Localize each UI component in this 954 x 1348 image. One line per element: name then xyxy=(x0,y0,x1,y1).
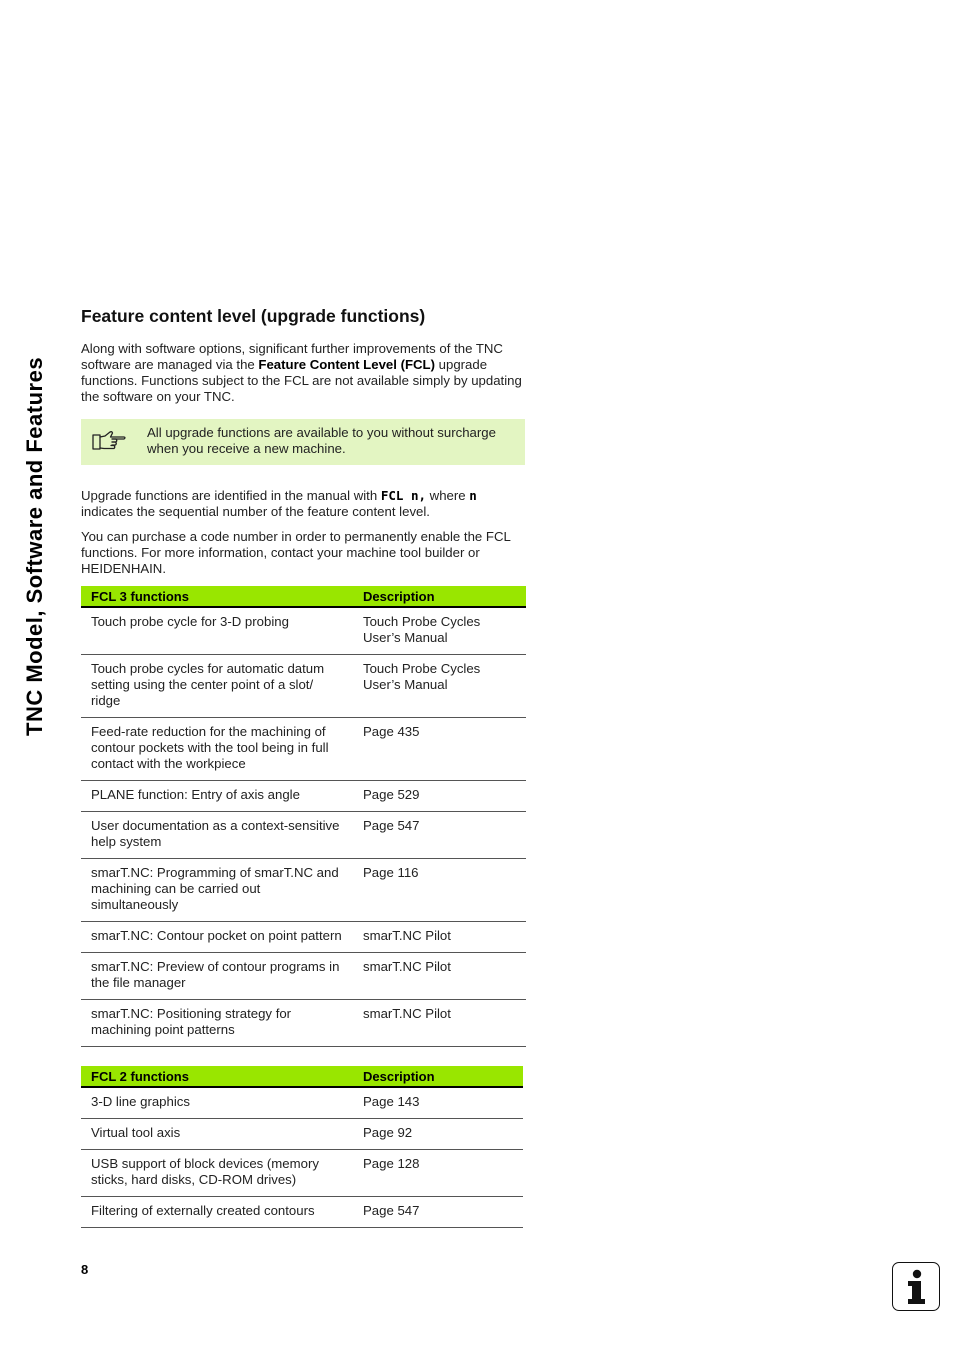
side-chapter-title-text: TNC Model, Software and Features xyxy=(22,356,47,736)
function-cell: Virtual tool axis xyxy=(81,1119,353,1150)
description-cell: Page 116 xyxy=(353,859,526,922)
description-cell: Touch Probe Cycles User’s Manual xyxy=(353,655,526,718)
table-row xyxy=(81,781,526,812)
section-heading: Feature content level (upgrade functions) xyxy=(81,306,426,326)
function-cell: smarT.NC: Preview of contour programs in the file manager xyxy=(81,953,353,1000)
pointing-hand-icon xyxy=(91,425,135,458)
fcl2-table xyxy=(81,1066,523,1228)
function-cell: smarT.NC: Positioning strategy for machining point patterns xyxy=(81,1000,353,1047)
function-cell: User documentation as a context-sensitive help system xyxy=(81,812,353,859)
description-cell: smarT.NC Pilot xyxy=(353,953,526,1000)
table-row xyxy=(81,859,526,922)
table-row xyxy=(81,1197,523,1228)
table-row xyxy=(81,1000,526,1047)
function-cell: 3-D line graphics xyxy=(81,1087,353,1119)
description-cell: Page 143 xyxy=(353,1087,523,1119)
function-cell: smarT.NC: Programming of smarT.NC and machining can be carried out simultaneously xyxy=(81,859,353,922)
description-cell: smarT.NC Pilot xyxy=(353,922,526,953)
table-header-row xyxy=(81,1066,523,1087)
table-row xyxy=(81,922,526,953)
table-row xyxy=(81,655,526,718)
table-row xyxy=(81,1087,523,1119)
note-text: All upgrade functions are available to you without surcharge when you receive a new machine. xyxy=(147,425,496,456)
table-row xyxy=(81,718,526,781)
note-box xyxy=(81,419,525,465)
table-row xyxy=(81,1150,523,1197)
intro-paragraph: Along with software options, significant further improvements of the TNC software are managed via the Feature Content Level (FCL) upgrade functions. Functions subject to the FCL are not available simply by updating the software on your TNC. xyxy=(81,341,522,404)
function-cell: USB support of block devices (memory sticks, hard disks, CD-ROM drives) xyxy=(81,1150,353,1197)
function-cell: PLANE function: Entry of axis angle xyxy=(81,781,353,812)
info-icon xyxy=(892,1262,940,1311)
side-chapter-title xyxy=(22,310,62,740)
fcl3-header-description: Description xyxy=(353,586,526,607)
main-content xyxy=(81,306,525,1228)
function-cell: Filtering of externally created contours xyxy=(81,1197,353,1228)
page-number: 8 xyxy=(81,1262,89,1277)
fcl3-header-functions: FCL 3 functions xyxy=(81,586,353,607)
description-cell: Page 128 xyxy=(353,1150,523,1197)
function-cell: smarT.NC: Contour pocket on point pattern xyxy=(81,922,353,953)
function-cell: Touch probe cycle for 3-D probing xyxy=(81,607,353,655)
description-cell: Touch Probe Cycles User’s Manual xyxy=(353,607,526,655)
fcl3-table xyxy=(81,586,526,1047)
table-row xyxy=(81,1119,523,1150)
description-cell: Page 547 xyxy=(353,812,526,859)
identify-paragraph: Upgrade functions are identified in the manual with FCL n, where n indicates the sequential number of the feature content level. xyxy=(81,488,477,519)
description-cell: Page 92 xyxy=(353,1119,523,1150)
table-row xyxy=(81,953,526,1000)
table-row xyxy=(81,607,526,655)
table-header-row xyxy=(81,586,526,607)
description-cell: Page 435 xyxy=(353,718,526,781)
function-cell: Touch probe cycles for automatic datum setting using the center point of a slot/ ridge xyxy=(81,655,353,718)
table-row xyxy=(81,812,526,859)
purchase-paragraph: You can purchase a code number in order to permanently enable the FCL functions. For more information, contact your machine tool builder or HEIDENHAIN. xyxy=(81,529,511,576)
description-cell: Page 529 xyxy=(353,781,526,812)
fcl2-header-functions: FCL 2 functions xyxy=(81,1066,353,1087)
description-cell: smarT.NC Pilot xyxy=(353,1000,526,1047)
function-cell: Feed-rate reduction for the machining of contour pockets with the tool being in full contact with the workpiece xyxy=(81,718,353,781)
description-cell: Page 547 xyxy=(353,1197,523,1228)
fcl2-header-description: Description xyxy=(353,1066,523,1087)
